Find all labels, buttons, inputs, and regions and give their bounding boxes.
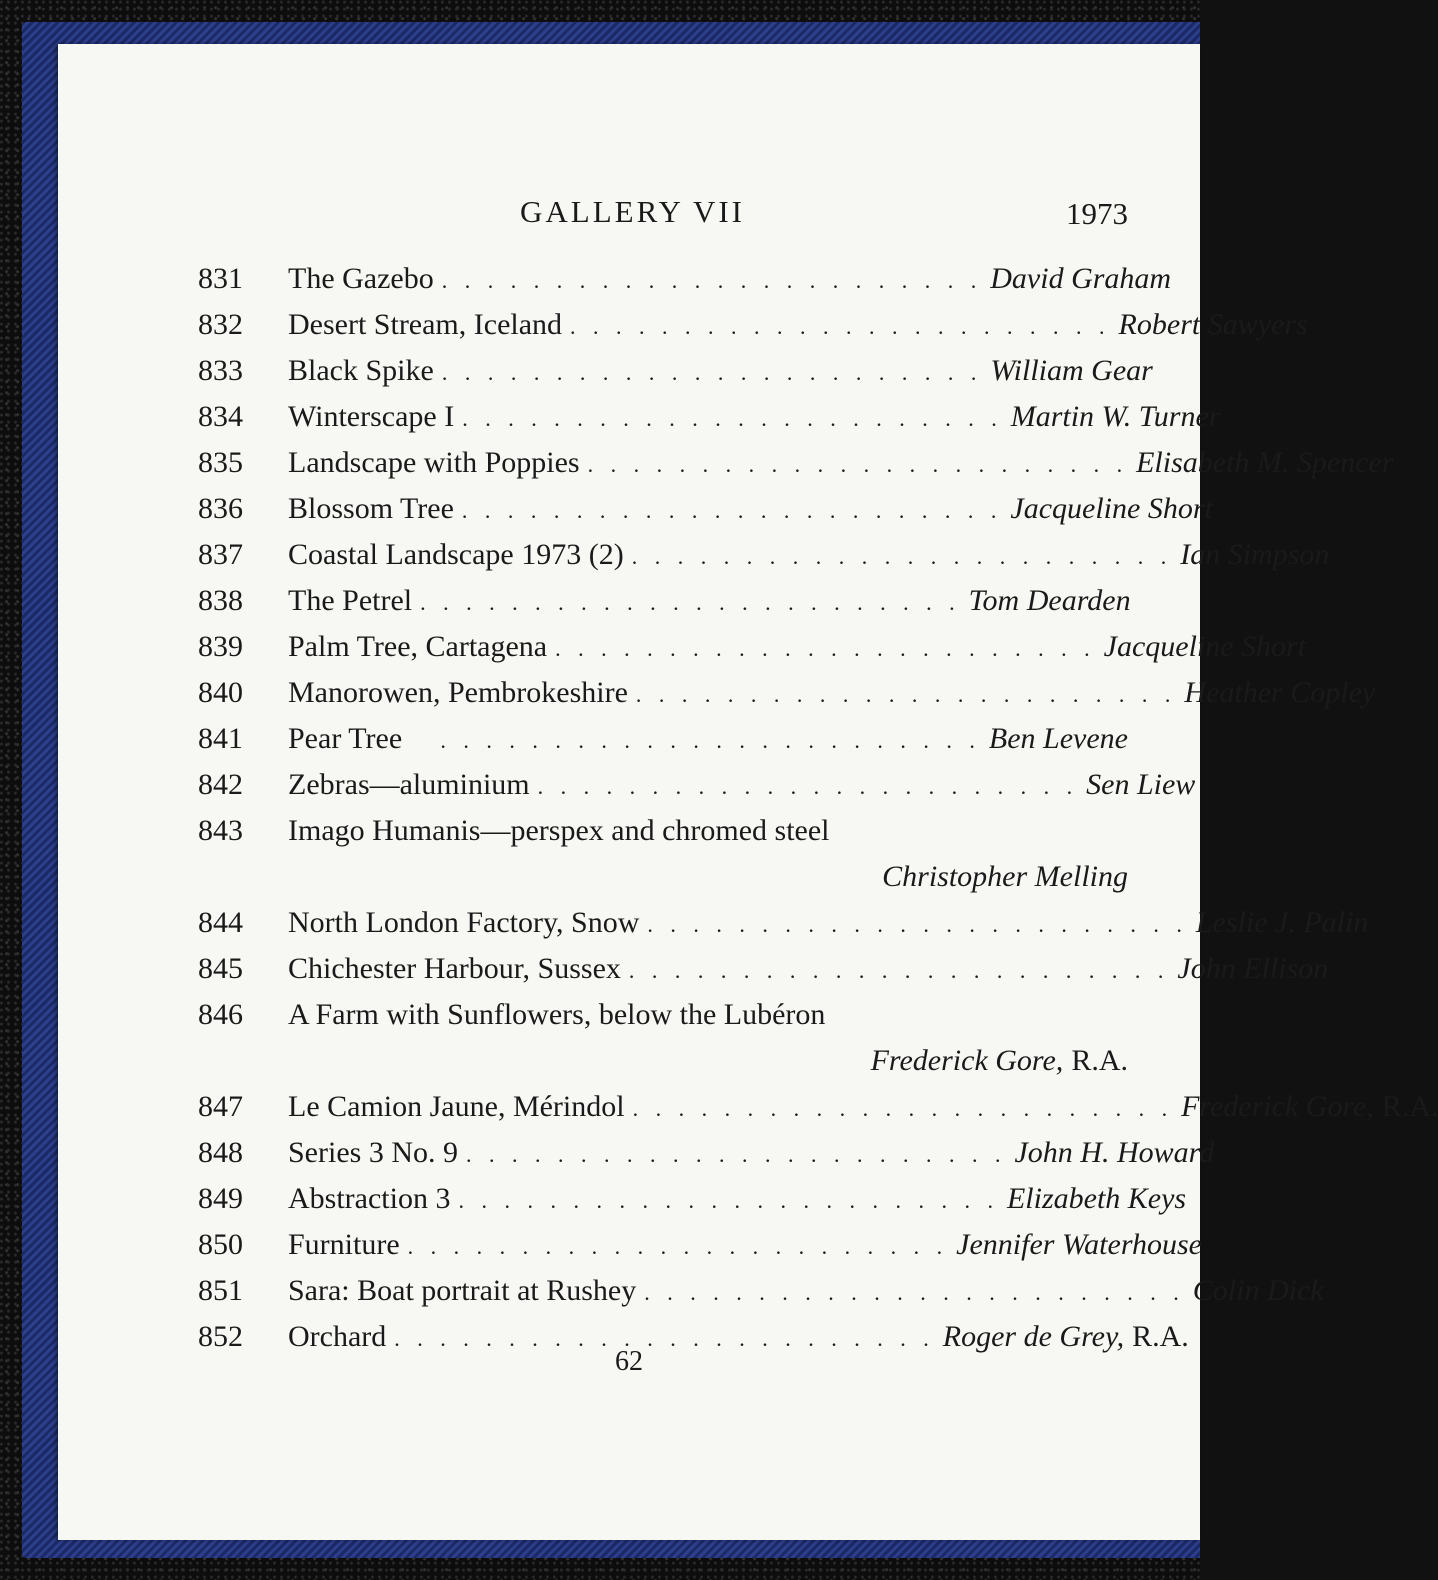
entry-artist: Elizabeth Keys	[1006, 1182, 1187, 1215]
entry-artist: Frederick Gore,	[1181, 1090, 1374, 1123]
entry-artist: Robert Sawyers	[1118, 308, 1308, 341]
entry-number: 838	[198, 584, 243, 617]
entry-artist: Sen Liew	[1086, 768, 1196, 801]
leader-dots: . . . . . . . . . . . . . . . . . . . . . . . .	[537, 774, 1079, 799]
entry-artist: Jacqueline Short	[1103, 630, 1307, 663]
entry-artist: Roger de Grey,	[942, 1320, 1125, 1353]
entry-list	[198, 262, 1438, 1366]
entry-title: Manorowen, Pembrokeshire	[288, 676, 628, 709]
catalogue-entry	[198, 768, 1196, 814]
entry-number: 833	[198, 354, 243, 387]
entry-artist: Jacqueline Short	[1010, 492, 1213, 525]
entry-number: 843	[198, 814, 243, 847]
entry-honours: R.A.	[1132, 1320, 1189, 1353]
leader-dots: . . . . . . . . . . . . . . . . . . . . . . . .	[441, 360, 983, 385]
entry-number: 835	[198, 446, 243, 479]
catalogue-entry	[198, 584, 1131, 630]
entry-title: Chichester Harbour, Sussex	[288, 952, 621, 985]
catalogue-page	[58, 44, 1438, 1540]
entry-artist: Heather Copley	[1184, 676, 1376, 709]
entry-number: 841	[198, 722, 243, 755]
entry-artist: John Ellison	[1177, 952, 1329, 985]
entry-number: 844	[198, 906, 243, 939]
catalogue-entry	[198, 1090, 1438, 1136]
entry-number: 846	[198, 998, 243, 1031]
catalogue-entry	[198, 492, 1213, 538]
leader-dots: . . . . . . . . . . . . . . . . . . . . . . . .	[635, 682, 1177, 707]
leader-dots: . . . . . . . . . . . . . . . . . . . . . . . .	[420, 590, 961, 615]
entry-title: Imago Humanis—perspex and chromed steel	[288, 814, 830, 847]
catalogue-entry	[198, 630, 1307, 676]
catalogue-entry	[198, 1228, 1202, 1274]
entry-number: 845	[198, 952, 243, 985]
catalogue-year: 1973	[1066, 196, 1128, 231]
entry-line	[198, 814, 1128, 860]
gallery-title: GALLERY VII	[520, 194, 746, 229]
entry-number: 849	[198, 1182, 243, 1215]
entry-title: Series 3 No. 9	[288, 1136, 458, 1169]
entry-number: 850	[198, 1228, 243, 1261]
leader-dots: . . . . . . . . . . . . . . . . . . . . . . . .	[407, 1234, 949, 1259]
leader-dots: . . . . . . . . . . . . . . . . . . . . . . . .	[441, 268, 983, 293]
leader-dots: . . . . . . . . . . . . . . . . . . . . . . . .	[394, 1326, 935, 1351]
entry-artist: David Graham	[990, 262, 1172, 295]
entry-title: Pear Tree	[288, 722, 403, 755]
leader-dots: . . . . . . . . . . . . . . . . . . . . . . . .	[631, 544, 1173, 569]
entry-title: Sara: Boat portrait at Rushey	[288, 1274, 637, 1307]
entry-title: The Gazebo	[288, 262, 434, 295]
entry-number: 851	[198, 1274, 243, 1307]
entry-title: Palm Tree, Cartagena	[288, 630, 548, 663]
entry-number: 848	[198, 1136, 243, 1169]
catalogue-entry	[198, 998, 1128, 1090]
entry-artist: Martin W. Turner	[1010, 400, 1221, 433]
catalogue-entry	[198, 1274, 1324, 1320]
leader-dots: . . . . . . . . . . . . . . . . . . . . . . . .	[570, 314, 1111, 339]
entry-artist: Ian Simpson	[1180, 538, 1330, 571]
leader-dots: . . . . . . . . . . . . . . . . . . . . . . . .	[647, 912, 1188, 937]
entry-number: 834	[198, 400, 243, 433]
entry-number: 842	[198, 768, 243, 801]
entry-artist: Colin Dick	[1192, 1274, 1324, 1307]
entry-title: Orchard	[288, 1320, 387, 1353]
entry-line	[198, 1044, 1128, 1090]
entry-title: Furniture	[288, 1228, 400, 1261]
catalogue-entry	[198, 1182, 1187, 1228]
entry-title: Le Camion Jaune, Mérindol	[288, 1090, 625, 1123]
entry-line	[198, 860, 1128, 906]
entry-number: 839	[198, 630, 243, 663]
leader-dots: . . . . . . . . . . . . . . . . . . . . . . . .	[628, 958, 1170, 983]
entry-number: 836	[198, 492, 243, 525]
entry-number: 831	[198, 262, 243, 295]
leader-dots: . . . . . . . . . . . . . . . . . . . . . . . .	[555, 636, 1096, 661]
entry-title: Black Spike	[288, 354, 434, 387]
catalogue-entry	[198, 308, 1308, 354]
entry-title: Blossom Tree	[288, 492, 454, 525]
leader-dots: . . . . . . . . . . . . . . . . . . . . . . . .	[458, 1188, 999, 1213]
page-header	[58, 194, 1200, 238]
catalogue-entry	[198, 262, 1172, 308]
entry-honours: R.A.	[1381, 1090, 1438, 1123]
entry-honours: R.A.	[1071, 1044, 1128, 1077]
catalogue-entry	[198, 676, 1376, 722]
catalogue-entry	[198, 952, 1329, 998]
entry-artist: Elisabeth M. Spencer	[1136, 446, 1394, 479]
leader-dots: . . . . . . . . . . . . . . . . . . . . . . . .	[644, 1280, 1185, 1305]
entry-number: 840	[198, 676, 243, 709]
leader-dots: . . . . . . . . . . . . . . . . . . . . . . . .	[465, 1142, 1007, 1167]
entry-artist: Jennifer Waterhouse	[956, 1228, 1202, 1261]
entry-title: Winterscape I	[288, 400, 455, 433]
catalogue-entry	[198, 1136, 1215, 1182]
catalogue-entry	[198, 400, 1221, 446]
catalogue-entry	[198, 814, 1128, 906]
entry-title: Desert Stream, Iceland	[288, 308, 563, 341]
entry-number: 832	[198, 308, 243, 341]
entry-title: North London Factory, Snow	[288, 906, 640, 939]
page-number: 62	[615, 1346, 643, 1377]
entry-artist: Ben Levene	[988, 722, 1128, 755]
entry-title: Abstraction 3	[288, 1182, 451, 1215]
entry-artist: Christopher Melling	[882, 860, 1128, 893]
catalogue-entry	[198, 906, 1369, 952]
entry-number: 837	[198, 538, 243, 571]
entry-title: Coastal Landscape 1973 (2)	[288, 538, 624, 571]
catalogue-entry	[198, 446, 1394, 492]
leader-dots: . . . . . . . . . . . . . . . . . . . . . . . .	[462, 406, 1003, 431]
entry-line	[198, 998, 1128, 1044]
leader-dots: . . . . . . . . . . . . . . . . . . . . . . . .	[461, 498, 1003, 523]
entry-artist: Frederick Gore,	[870, 1044, 1064, 1077]
catalogue-entry	[198, 354, 1153, 400]
entry-artist: Leslie J. Palin	[1195, 906, 1369, 939]
entry-artist: Tom Dearden	[968, 584, 1131, 617]
entry-title: The Petrel	[288, 584, 413, 617]
catalogue-entry	[198, 538, 1330, 584]
entry-title: Zebras—aluminium	[288, 768, 530, 801]
entry-number: 852	[198, 1320, 243, 1353]
entry-title: A Farm with Sunflowers, below the Lubéron	[288, 998, 826, 1031]
leader-dots: . . . . . . . . . . . . . . . . . . . . . . . .	[632, 1096, 1174, 1121]
entry-number: 847	[198, 1090, 243, 1123]
catalogue-entry	[198, 722, 1128, 768]
entry-artist: John H. Howard	[1014, 1136, 1215, 1169]
leader-dots: . . . . . . . . . . . . . . . . . . . . . . . .	[587, 452, 1129, 477]
leader-dots: . . . . . . . . . . . . . . . . . . . . . . . .	[440, 728, 981, 753]
entry-artist: William Gear	[990, 354, 1153, 387]
entry-title: Landscape with Poppies	[288, 446, 580, 479]
